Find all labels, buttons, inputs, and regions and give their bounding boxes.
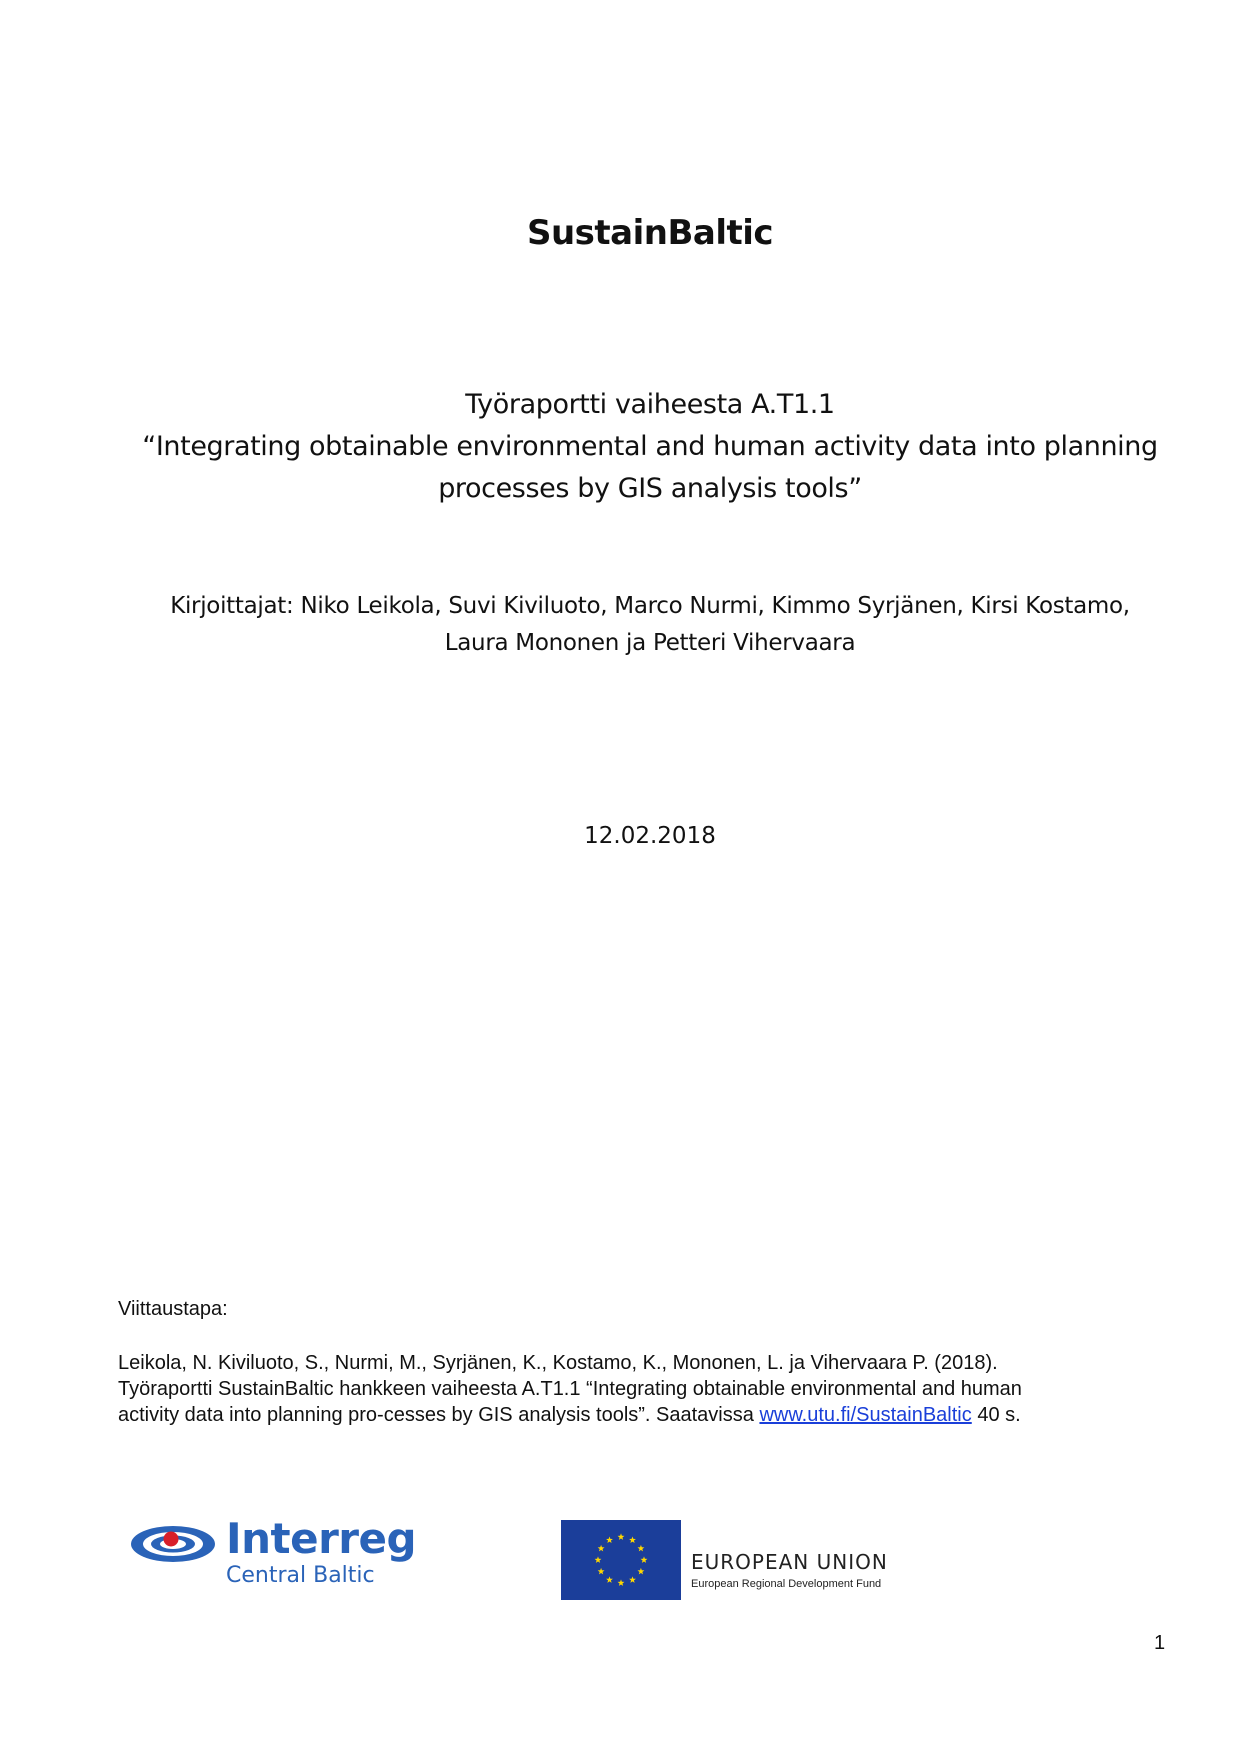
eu-star-icon (606, 1576, 613, 1583)
subtitle-line-1: Työraportti vaiheesta A.T1.1 (465, 389, 835, 420)
report-date: 12.02.2018 (584, 823, 716, 849)
interreg-mark-icon (130, 1524, 216, 1564)
eu-star-icon (606, 1536, 613, 1543)
report-subtitle (110, 384, 1190, 510)
interreg-name: Interreg (226, 1514, 417, 1563)
citation-line-2: Työraportti SustainBaltic hankkeen vaiheesta A.T1.1 “Integrating obtainable environmental and human (118, 1378, 1022, 1400)
subtitle-line-2: “Integrating obtainable environmental and human activity data into planning (142, 431, 1158, 462)
citation-line-1: Leikola, N. Kiviluoto, S., Nurmi, M., Syrjänen, K., Kostamo, K., Mononen, L. ja Vihervaara P. (2018). (118, 1352, 998, 1374)
citation-line-3-suffix: 40 s. (971, 1404, 1021, 1426)
eu-star-icon (637, 1568, 644, 1575)
citation-text (118, 1350, 1173, 1428)
eu-star-icon (629, 1576, 636, 1583)
eu-star-icon (637, 1545, 644, 1552)
eu-star-icon (598, 1545, 605, 1552)
eu-star-icon (595, 1556, 602, 1563)
eu-star-icon (598, 1568, 605, 1575)
subtitle-line-3: processes by GIS analysis tools” (438, 473, 862, 504)
page-number: 1 (1154, 1632, 1166, 1654)
authors-line-1: Kirjoittajat: Niko Leikola, Suvi Kiviluoto, Marco Nurmi, Kimmo Syrjänen, Kirsi Kostamo, (170, 593, 1130, 619)
citation-link[interactable]: www.utu.fi/SustainBaltic (759, 1404, 972, 1426)
eu-star-icon (618, 1533, 625, 1540)
eu-star-icon (629, 1536, 636, 1543)
citation-line-3 (118, 1402, 1173, 1428)
document-title: SustainBaltic (526, 213, 774, 253)
eu-subtitle: European Regional Development Fund (691, 1578, 882, 1590)
eu-star-icon (641, 1556, 648, 1563)
interreg-logo (130, 1514, 430, 1590)
eu-flag-icon (561, 1520, 681, 1600)
citation-line-3-prefix: activity data into planning pro-cesses by GIS analysis tools”. Saatavissa (118, 1404, 760, 1426)
eu-star-icon (618, 1579, 625, 1586)
interreg-subtitle: Central Baltic (226, 1563, 375, 1588)
authors-line-2: Laura Mononen ja Petteri Vihervaara (444, 630, 856, 656)
citation-label: Viittaustapa: (118, 1298, 228, 1320)
authors-block (110, 588, 1190, 662)
eu-title: EUROPEAN UNION (691, 1550, 888, 1574)
eu-logo (561, 1520, 901, 1600)
